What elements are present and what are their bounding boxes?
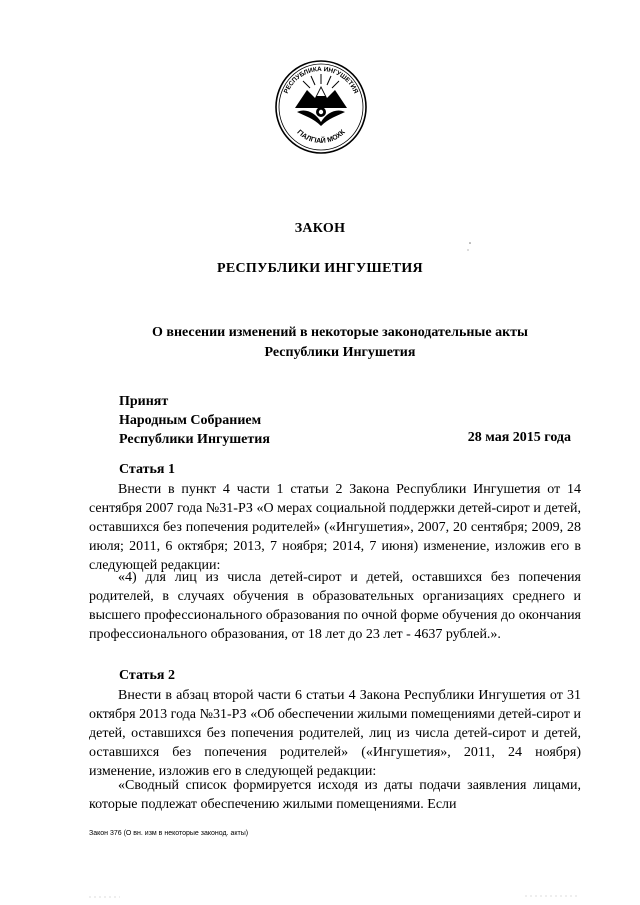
adoption-line-3: Республики Ингушетия: [119, 432, 270, 447]
subject-line-1: О внесении изменений в некоторые законодательные акты: [152, 325, 528, 340]
article-2-heading: Статья 2: [119, 668, 175, 683]
adoption-line-2: Народным Собранием: [119, 413, 262, 428]
subject-line-2: Республики Ингушетия: [264, 345, 416, 360]
emblem-text-bottom: ГIАЛГIАЙ МОХК: [295, 128, 347, 146]
article-1-heading: Статья 1: [119, 462, 175, 477]
emblem-text-top: РЕСПУБЛИКА ИНГУШЕТИЯ: [282, 65, 360, 95]
footer-note: Закон 376 (О вн. изм в некоторые законод. акты): [89, 830, 249, 837]
adoption-date: 28 мая 2015 года: [467, 430, 571, 445]
article-1-paragraph-1: Внести в пункт 4 части 1 статьи 2 Закона Республики Ингушетия от 14 сентября 2007 года №31-РЗ «О мерах социальной поддержки детей-сирот и детей, оставшихся без попечения родителей» («Ингушетия», 2007, 20 сентября; 2009, 28 июля; 2011, 6 октября; 2013, 7 ноября; 2014, 7 июня) изменение, изложив его в следующей редакции:: [89, 482, 581, 573]
article-1-paragraph-2: «4) для лиц из числа детей-сирот и детей, оставшихся без попечения родителей, в случаях обучения в образовательных организациях среднего и высшего профессионального образования по очной форме обучения до окончания профессионального образования, от 18 лет до 23 лет - 4637 рублей.».: [89, 570, 581, 642]
adoption-line-1: Принят: [119, 394, 169, 409]
article-2-paragraph-1: Внести в абзац второй части 6 статьи 4 Закона Республики Ингушетия от 31 октября 2013 года №31-РЗ «Об обеспечении жилыми помещениями детей-сирот и детей, оставшихся без попечения родителей, лиц из числа детей-сирот и детей, оставшихся без попечения родителей» («Ингушетия», 2011, 24 ноября) изменение, изложив его в следующей редакции:: [89, 688, 581, 779]
document-title: ЗАКОН: [294, 221, 346, 236]
article-2-paragraph-2: «Сводный список формируется исходя из даты подачи заявления лицами, которые подлежат обеспечению жилыми помещениями. Если: [89, 778, 581, 812]
document-subtitle: РЕСПУБЛИКИ ИНГУШЕТИЯ: [217, 261, 423, 276]
